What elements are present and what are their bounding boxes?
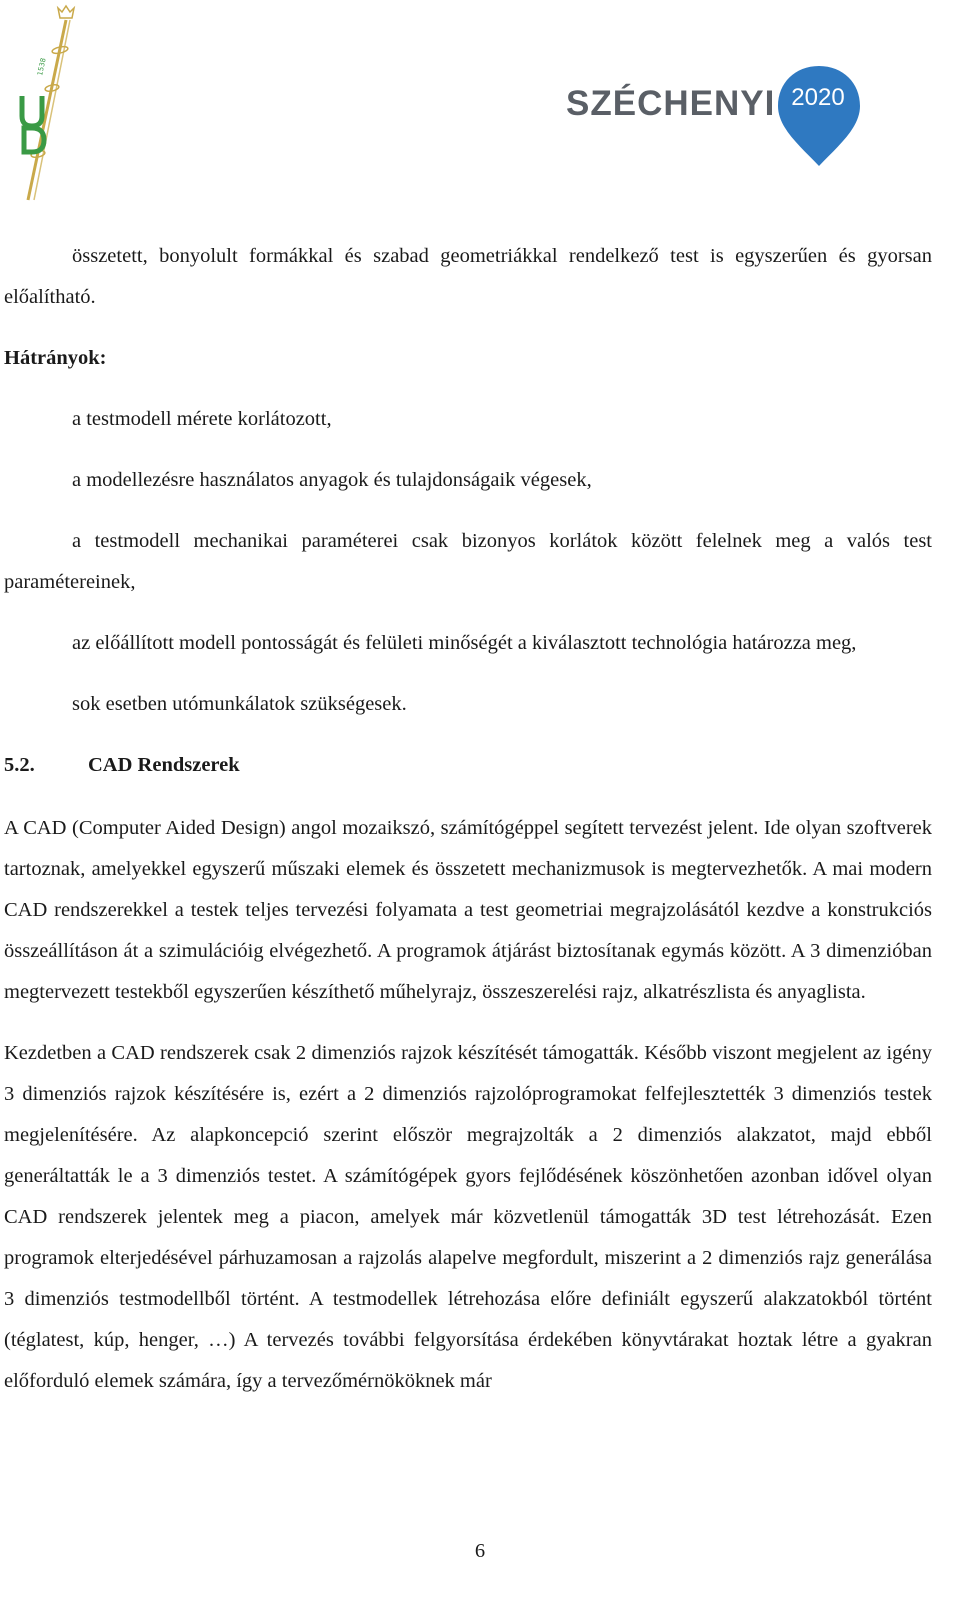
disadvantages-heading: Hátrányok: xyxy=(4,347,107,369)
section-title: CAD Rendszerek xyxy=(88,754,240,776)
svg-text:1538: 1538 xyxy=(36,57,48,77)
section-number: 5.2. xyxy=(4,754,35,776)
list-item xyxy=(4,521,932,603)
szechenyi-logo-year: 2020 xyxy=(791,84,845,111)
list-item-text: az előállított modell pontosságát és felületi minőségét a kiválasztott technológia határozza meg, xyxy=(72,632,857,654)
list-item-text: a modellezésre használatos anyagok és tulajdonságaik végesek, xyxy=(72,469,592,491)
list-item-text: összetett, bonyolult formákkal és szabad geometriákkal rendelkező test is egyszerűen és gyorsan előalítható. xyxy=(4,245,932,308)
map-pin-icon xyxy=(774,62,864,172)
szechenyi-2020-logo xyxy=(566,62,866,172)
list-item-text: a testmodell mechanikai paraméterei csak bizonyos korlátok között felelnek meg a valós test paramétereinek, xyxy=(4,530,932,593)
list-item xyxy=(4,623,932,664)
university-crest-icon xyxy=(8,4,80,204)
list-item xyxy=(4,399,932,440)
university-logo xyxy=(8,4,80,204)
paragraph: A CAD (Computer Aided Design) angol mozaikszó, számítógéppel segített tervezést jelent. Ide olyan szoftverek tartoznak, amelyekkel egyszerű műszaki elemek és összetett mechanizmusok is megtervezhetők. A mai modern CAD rendszerekkel a testek teljes tervezési folyamata a test geometriai megrajzolásától kezdve a konstrukciós összeállításon át a szimulációig elvégezhető. A programok átjárást biztosítanak egymás között. A 3 dimenzióban megtervezett testekből egyszerűen készíthető műhelyrajz, összeszerelési rajz, alkatrészlista és anyaglista. xyxy=(4,817,932,1003)
document-body xyxy=(4,236,932,1422)
page-number: 6 xyxy=(474,1540,486,1562)
list-item-text: a testmodell mérete korlátozott, xyxy=(72,408,332,430)
szechenyi-logo-text: SZÉCHENYI xyxy=(566,84,776,123)
section-heading xyxy=(4,745,932,786)
list-item xyxy=(4,236,932,318)
list-item xyxy=(4,684,932,725)
list-item-text: sok esetben utómunkálatok szükségesek. xyxy=(72,693,407,715)
paragraph: Kezdetben a CAD rendszerek csak 2 dimenziós rajzok készítését támogatták. Később viszont megjelent az igény 3 dimenziós rajzok készítésére is, ezért a 2 dimenziós rajzolóprogramokat felfejlesztették 3 dimenziós testek megjelenítésére. Az alapkoncepció szerint először megrajzolták a 2 dimenziós alakzatot, majd ebből generáltatták le a 3 dimenziós testet. A számítógépek gyors fejlődésének köszönhetően azonban idővel olyan CAD rendszerek jelentek meg a piacon, amelyek már közvetlenül támogatták 3D test létrehozását. Ezen programok elterjedésével párhuzamosan a rajzolás alapelve megfordult, miszerint a 2 dimenziós rajz generálása 3 dimenziós testmodellből történt. A testmodellek létrehozása előre definiált egyszerű alakzatokból történt (téglatest, kúp, henger, …) A tervezés további felgyorsítása érdekében könyvtárakat hoztak létre a gyakran előforduló elemek számára, így a tervezőmérnököknek már xyxy=(4,1042,932,1392)
list-item xyxy=(4,460,932,501)
